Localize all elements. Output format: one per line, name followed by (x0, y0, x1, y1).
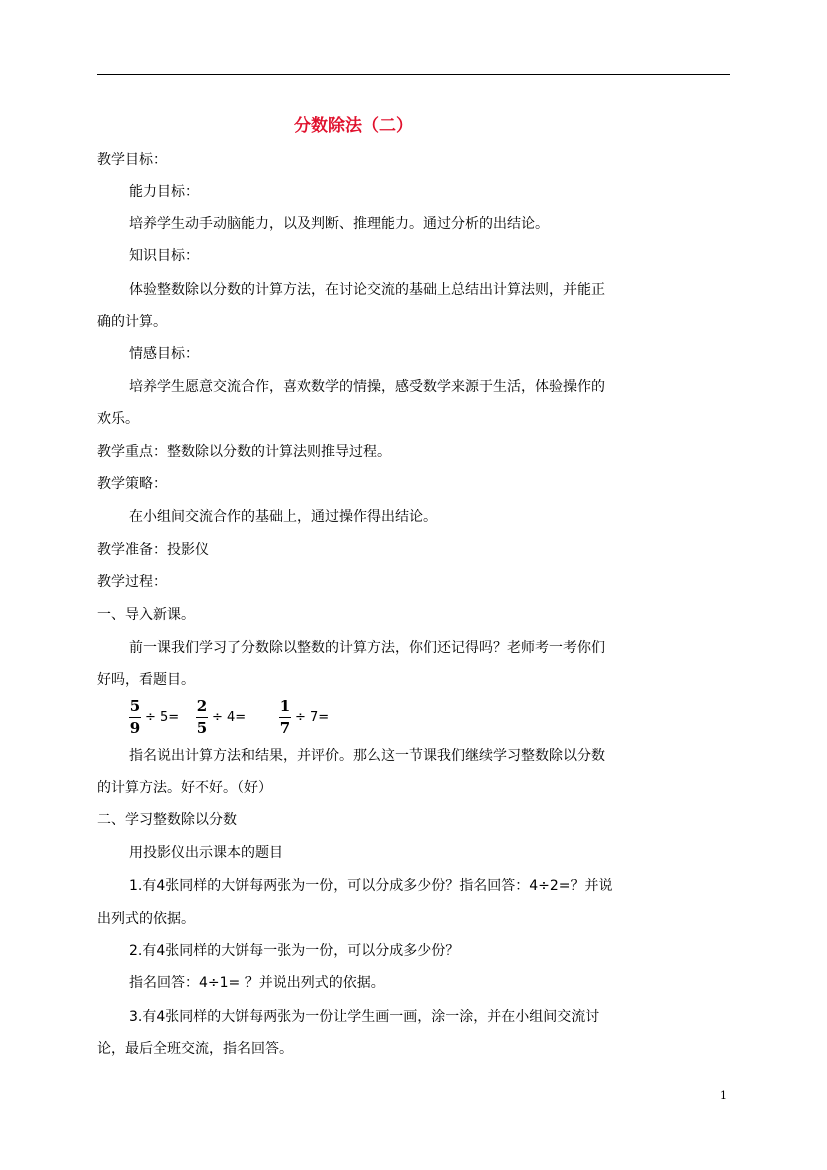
fraction-operation: ÷ 5= (145, 710, 180, 725)
fraction-denominator: 5 (196, 719, 208, 737)
text-line: 培养学生动手动脑能力，以及判断、推理能力。通过分析的出结论。 (129, 216, 549, 232)
text-line: 能力目标： (129, 184, 199, 200)
text-line: 用投影仪出示课本的题目 (129, 845, 283, 861)
text-line: 好吗，看题目。 (97, 672, 195, 688)
text-line: 出列式的依据。 (97, 911, 195, 927)
text-line: 培养学生愿意交流合作，喜欢数学的情操，感受数学来源于生活，体验操作的 (129, 379, 605, 395)
text-line: 论，最后全班交流，指名回答。 (97, 1041, 293, 1057)
fraction-numerator: 1 (279, 697, 291, 715)
text-line: 3.有4张同样的大饼每两张为一份让学生画一画，涂一涂，并在小组间交流讨 (129, 1009, 600, 1025)
text-line: 2.有4张同样的大饼每一张为一份，可以分成多少份？ (129, 943, 460, 959)
text-line: 体验整数除以分数的计算方法，在讨论交流的基础上总结出计算法则，并能正 (129, 282, 605, 298)
text-line: 情感目标： (129, 346, 199, 362)
text-line: 教学策略： (97, 476, 167, 492)
header-rule (97, 74, 730, 75)
fraction-operation: ÷ 4= (212, 710, 247, 725)
text-line: 教学目标： (97, 152, 167, 168)
fraction-expressions (129, 697, 389, 741)
fraction-numerator: 5 (129, 697, 141, 715)
text-line: 欢乐。 (97, 411, 139, 427)
text-line: 在小组间交流合作的基础上，通过操作得出结论。 (129, 509, 437, 525)
text-line: 知识目标： (129, 248, 199, 264)
fraction-bar (279, 717, 291, 718)
page-number: 1 (720, 1089, 727, 1102)
fraction-denominator: 9 (129, 719, 141, 737)
text-line: 1.有4张同样的大饼每两张为一份，可以分成多少份？指名回答：4÷2=？并说 (129, 878, 613, 894)
text-line: 教学重点：整数除以分数的计算法则推导过程。 (97, 444, 391, 460)
text-line: 确的计算。 (97, 314, 167, 330)
text-line: 前一课我们学习了分数除以整数的计算方法，你们还记得吗？老师考一考你们 (129, 640, 605, 656)
fraction-numerator: 2 (196, 697, 208, 715)
text-line: 的计算方法。好不好。（好） (97, 780, 272, 796)
text-line: 教学过程： (97, 574, 167, 590)
text-line: 指名回答：4÷1= ？并说出列式的依据。 (129, 975, 385, 991)
text-line: 一、导入新课。 (97, 607, 195, 623)
document-title: 分数除法（二） (294, 116, 413, 136)
text-line: 二、学习整数除以分数 (97, 812, 237, 828)
fraction-bar (196, 717, 208, 718)
fraction-denominator: 7 (279, 719, 291, 737)
text-line: 指名说出计算方法和结果，并评价。那么这一节课我们继续学习整数除以分数 (129, 748, 605, 764)
text-line: 教学准备：投影仪 (97, 542, 209, 558)
fraction-bar (129, 717, 141, 718)
fraction-operation: ÷ 7= (295, 710, 330, 725)
